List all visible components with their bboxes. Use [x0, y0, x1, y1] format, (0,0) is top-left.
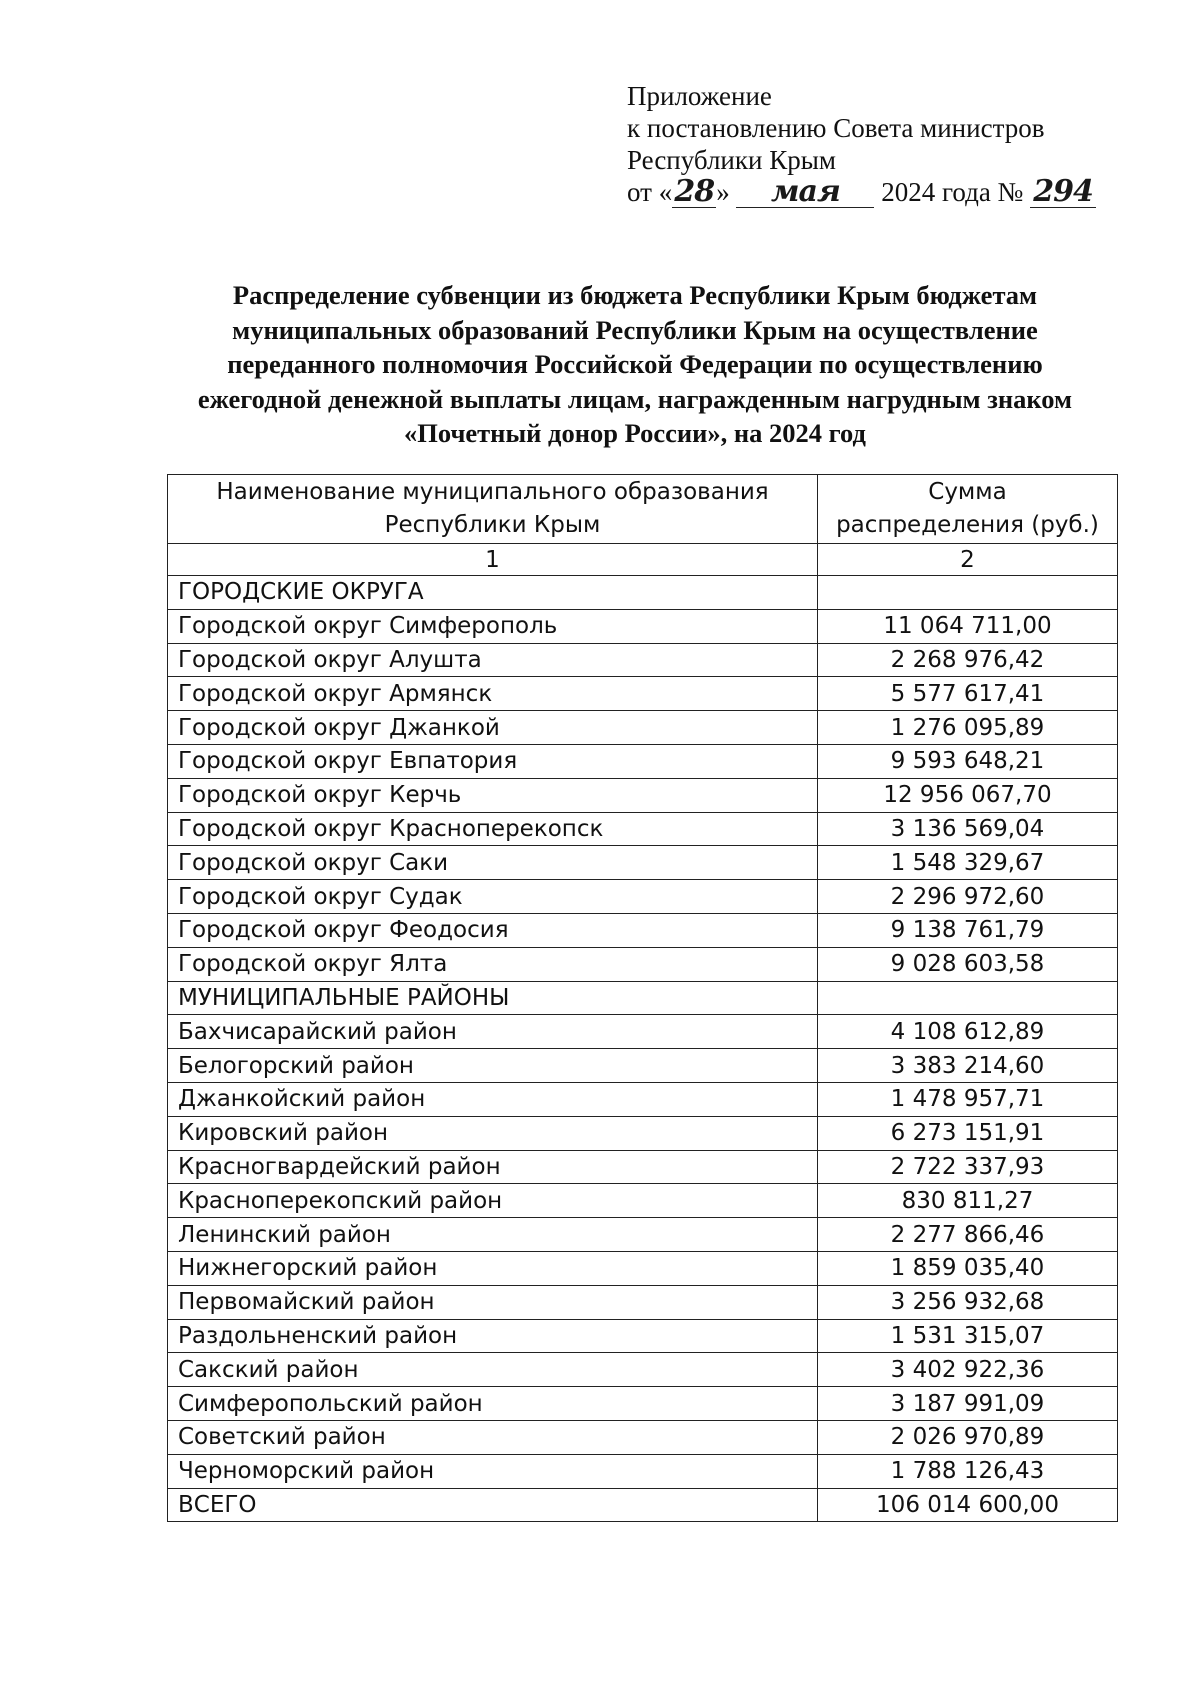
- row-amount-cell: 1 548 329,67: [818, 846, 1118, 880]
- title-line4: ежегодной денежной выплаты лицам, награжденным нагрудным знаком: [197, 383, 1073, 414]
- table-row: [168, 1454, 1118, 1488]
- date-prefix: от «: [627, 177, 673, 207]
- row-name-cell: Городской округ Армянск: [168, 677, 818, 711]
- row-name-cell: Кировский район: [168, 1116, 818, 1150]
- handwritten-day: 28: [674, 174, 715, 209]
- row-amount-cell: 3 402 922,36: [818, 1353, 1118, 1387]
- appendix-line3: Республики Крым: [627, 145, 836, 175]
- table-row: [168, 1218, 1118, 1252]
- table-row: [168, 1387, 1118, 1421]
- row-name-cell: ГОРОДСКИЕ ОКРУГА: [168, 576, 818, 610]
- row-name-cell: Сакский район: [168, 1353, 818, 1387]
- table-row: [168, 1015, 1118, 1049]
- table-row: [168, 1251, 1118, 1285]
- table-row: [168, 880, 1118, 914]
- table-row: [168, 846, 1118, 880]
- row-amount-cell: [818, 981, 1118, 1015]
- row-amount-cell: 2 026 970,89: [818, 1420, 1118, 1454]
- table-row: [168, 1420, 1118, 1454]
- appendix-line1: Приложение: [627, 81, 772, 111]
- table-row: [168, 1049, 1118, 1083]
- row-name-cell: Городской округ Алушта: [168, 643, 818, 677]
- table-body: [168, 475, 1118, 1522]
- row-name-cell: Красногвардейский район: [168, 1150, 818, 1184]
- handwritten-number: 294: [1033, 174, 1093, 209]
- row-amount-cell: 1 788 126,43: [818, 1454, 1118, 1488]
- header-amount-line2: распределения (руб.): [836, 512, 1099, 538]
- appendix-block: [627, 80, 1096, 208]
- row-amount-cell: 4 108 612,89: [818, 1015, 1118, 1049]
- title-line2: муниципальных образований Республики Крым на осуществление: [232, 314, 1038, 345]
- table-row: [168, 812, 1118, 846]
- row-name-cell: ВСЕГО: [168, 1488, 818, 1522]
- row-amount-cell: 1 276 095,89: [818, 711, 1118, 745]
- row-amount-cell: 2 277 866,46: [818, 1218, 1118, 1252]
- table-row: [168, 1116, 1118, 1150]
- table-row: [168, 1285, 1118, 1319]
- document-title: [150, 278, 1120, 451]
- title-line3: переданного полномочия Российской Федерации по осуществлению: [227, 349, 1043, 379]
- row-name-cell: Городской округ Симферополь: [168, 609, 818, 643]
- row-amount-cell: 3 256 932,68: [818, 1285, 1118, 1319]
- row-amount-cell: 9 028 603,58: [818, 947, 1118, 981]
- date-year-text: 2024 года №: [881, 177, 1024, 207]
- row-amount-cell: 3 136 569,04: [818, 812, 1118, 846]
- table-row: [168, 778, 1118, 812]
- row-name-cell: Красноперекопский район: [168, 1184, 818, 1218]
- number-field: [1030, 174, 1096, 209]
- row-amount-cell: 6 273 151,91: [818, 1116, 1118, 1150]
- table-row: [168, 1488, 1118, 1522]
- row-amount-cell: 106 014 600,00: [818, 1488, 1118, 1522]
- table-row: [168, 643, 1118, 677]
- table-row: [168, 1319, 1118, 1353]
- row-name-cell: Джанкойский район: [168, 1082, 818, 1116]
- row-amount-cell: [818, 576, 1118, 610]
- row-name-cell: Городской округ Ялта: [168, 947, 818, 981]
- table-header-row: [168, 475, 1118, 544]
- header-amount-cell: [818, 475, 1118, 544]
- row-name-cell: Городской округ Саки: [168, 846, 818, 880]
- header-name-line1: Наименование муниципального образования: [216, 479, 769, 505]
- row-amount-cell: 2 268 976,42: [818, 643, 1118, 677]
- row-name-cell: Городской округ Красноперекопск: [168, 812, 818, 846]
- row-name-cell: Белогорский район: [168, 1049, 818, 1083]
- row-name-cell: Городской округ Феодосия: [168, 913, 818, 947]
- row-name-cell: Бахчисарайский район: [168, 1015, 818, 1049]
- table-row: [168, 913, 1118, 947]
- appendix-date-line: [627, 176, 1096, 208]
- row-name-cell: Черноморский район: [168, 1454, 818, 1488]
- row-name-cell: МУНИЦИПАЛЬНЫЕ РАЙОНЫ: [168, 981, 818, 1015]
- column-number-1: 1: [168, 544, 818, 576]
- row-name-cell: Городской округ Евпатория: [168, 744, 818, 778]
- row-amount-cell: 1 531 315,07: [818, 1319, 1118, 1353]
- row-name-cell: Раздольненский район: [168, 1319, 818, 1353]
- appendix-line2: к постановлению Совета министров: [627, 113, 1045, 143]
- row-name-cell: Симферопольский район: [168, 1387, 818, 1421]
- column-number-row: [168, 544, 1118, 576]
- table-row: [168, 576, 1118, 610]
- distribution-table: [167, 474, 1118, 1522]
- header-name-cell: [168, 475, 818, 544]
- table-row: [168, 609, 1118, 643]
- row-name-cell: Городской округ Керчь: [168, 778, 818, 812]
- date-day-close: »: [716, 177, 730, 207]
- table-row: [168, 1082, 1118, 1116]
- row-amount-cell: 830 811,27: [818, 1184, 1118, 1218]
- title-line5: «Почетный донор России», на 2024 год: [404, 418, 866, 448]
- table-row: [168, 947, 1118, 981]
- table-row: [168, 711, 1118, 745]
- row-amount-cell: 1 859 035,40: [818, 1251, 1118, 1285]
- header-name-line2: Республики Крым: [384, 512, 601, 538]
- row-amount-cell: 5 577 617,41: [818, 677, 1118, 711]
- row-name-cell: Городской округ Судак: [168, 880, 818, 914]
- row-amount-cell: 3 187 991,09: [818, 1387, 1118, 1421]
- table-row: [168, 981, 1118, 1015]
- month-field: [736, 174, 874, 209]
- row-name-cell: Советский район: [168, 1420, 818, 1454]
- day-field: [672, 174, 716, 209]
- row-amount-cell: 3 383 214,60: [818, 1049, 1118, 1083]
- row-name-cell: Городской округ Джанкой: [168, 711, 818, 745]
- row-amount-cell: 9 138 761,79: [818, 913, 1118, 947]
- row-name-cell: Первомайский район: [168, 1285, 818, 1319]
- row-amount-cell: 12 956 067,70: [818, 778, 1118, 812]
- row-amount-cell: 2 296 972,60: [818, 880, 1118, 914]
- row-name-cell: Нижнегорский район: [168, 1251, 818, 1285]
- table-row: [168, 1150, 1118, 1184]
- header-amount-line1: Сумма: [928, 479, 1007, 505]
- row-amount-cell: 9 593 648,21: [818, 744, 1118, 778]
- handwritten-month: мая: [771, 174, 840, 209]
- row-amount-cell: 1 478 957,71: [818, 1082, 1118, 1116]
- row-amount-cell: 2 722 337,93: [818, 1150, 1118, 1184]
- table-row: [168, 677, 1118, 711]
- column-number-2: 2: [818, 544, 1118, 576]
- title-line1: Распределение субвенции из бюджета Республики Крым бюджетам: [232, 280, 1038, 310]
- row-amount-cell: 11 064 711,00: [818, 609, 1118, 643]
- table-row: [168, 1353, 1118, 1387]
- table-row: [168, 1184, 1118, 1218]
- table-row: [168, 744, 1118, 778]
- row-name-cell: Ленинский район: [168, 1218, 818, 1252]
